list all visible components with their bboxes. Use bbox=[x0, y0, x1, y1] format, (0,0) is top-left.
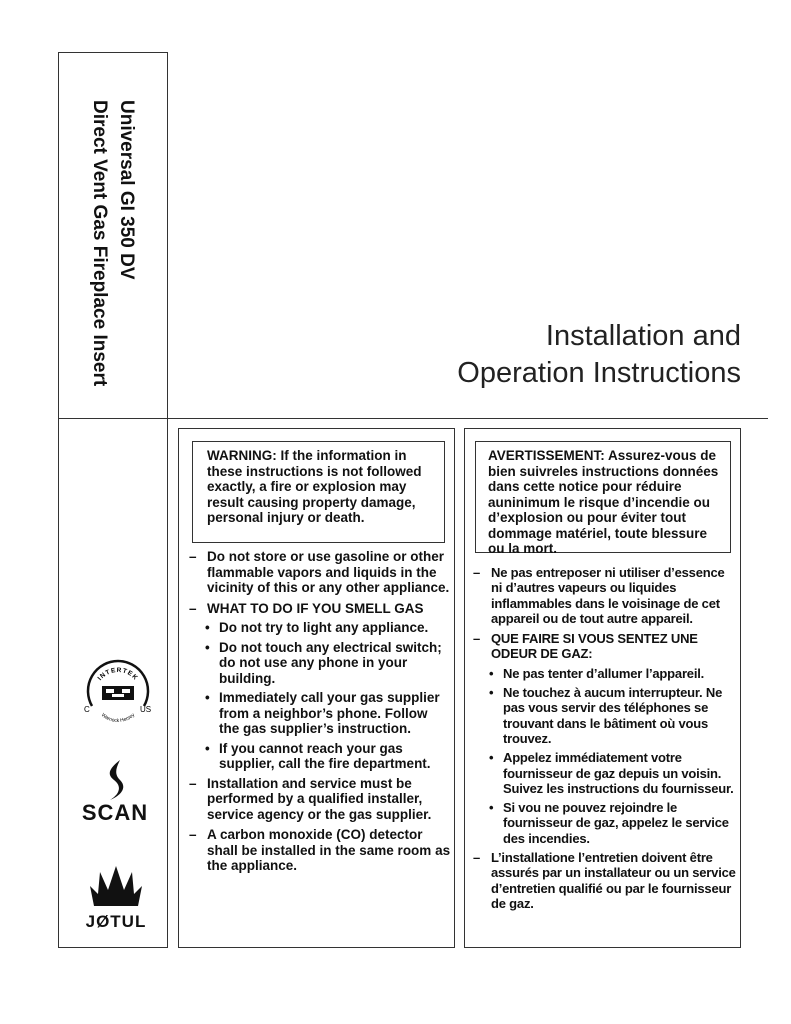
sub-list-item: • Ne pas tenter d’allumer l’appareil. bbox=[489, 665, 705, 681]
sub-list-item: • Immediately call your gas supplier from a neighbor’s phone. Follow the gas supplier’s instruction. bbox=[205, 690, 440, 736]
list-item: – Do not store or use gasoline or other flammable vapors and liquids in the vicinity of this or any other appliance. bbox=[189, 549, 450, 595]
product-title-vertical bbox=[80, 100, 140, 390]
svg-text:INTERTEK bbox=[97, 667, 140, 682]
intertek-us-label: US bbox=[140, 705, 152, 714]
sub-list-item: • If you cannot reach your gas supplier, call the fire department. bbox=[205, 740, 431, 771]
list-item: – A carbon monoxide (CO) detector shall be installed in the same room as the appliance. bbox=[189, 827, 451, 873]
list-item: – Installation and service must be performed by a qualified installer, service agency or the gas supplier. bbox=[189, 775, 432, 822]
french-warning-box: AVERTISSEMENT: Assurez-vous de bien suivreles instructions données dans cette notice pour réduire auninimum le risque d’incendie ou d’explosion ou pour éviter tout dommage matériel, toute blessure ou la mort. bbox=[475, 441, 731, 553]
intertek-sub-text: Warnock Hersey bbox=[99, 712, 137, 725]
english-warning-box: WARNING: If the information in these instructions is not followed exactly, a fire or explosion may result causing property damage, personal injury or death. bbox=[192, 441, 445, 543]
sub-list-item: • Do not touch any electrical switch; do not use any phone in your building. bbox=[205, 639, 442, 686]
list-item: – L’installatione l’entretien doivent être assurés par un installateur ou un service d’entretien qualifié ou par le fournisseur de gaz. bbox=[473, 850, 736, 911]
scan-logo bbox=[80, 758, 150, 843]
page-title bbox=[457, 318, 741, 392]
flame-crown-icon bbox=[76, 862, 156, 910]
list-item: – QUE FAIRE SI VOUS SENTEZ UNE ODEUR DE GAZ: bbox=[473, 631, 698, 662]
sub-list-item: • Appelez immédiatement votre fournisseur de gaz depuis un voisin. Suivez les instructions du fournisseur. bbox=[489, 750, 734, 796]
list-item: – Ne pas entreposer ni utiliser d’essence ni d’autres vapeurs ou liquides inflammables dans le voisinage de cet appareil ou de tout autre appareil. bbox=[473, 565, 725, 626]
product-description: Direct Vent Gas Fireplace Insert bbox=[89, 100, 110, 387]
english-warning-column bbox=[178, 428, 455, 948]
intertek-ring-text: INTERTEK bbox=[96, 666, 140, 683]
english-instructions-list bbox=[189, 549, 451, 879]
flame-swirl-icon bbox=[80, 758, 150, 802]
title-line-1: Installation and bbox=[545, 320, 741, 352]
divider-line bbox=[168, 418, 768, 419]
list-item: – WHAT TO DO IF YOU SMELL GAS bbox=[189, 600, 424, 616]
product-name: Universal GI 350 DV bbox=[116, 100, 137, 280]
jotul-logo bbox=[76, 862, 156, 934]
sub-list-item: • Ne touchez à aucum interrupteur. Ne pas vous servir des téléphones se trouvant dans le bâtiment où vous trouvez. bbox=[489, 685, 723, 746]
french-instructions-list bbox=[473, 565, 738, 916]
sub-list-item: • Si vou ne pouvez rejoindre le fournisseur de gaz, appelez le service des incendies. bbox=[489, 800, 729, 846]
scan-wordmark: SCAN bbox=[81, 800, 149, 825]
jotul-wordmark: JØTUL bbox=[85, 912, 147, 931]
french-warning-column bbox=[464, 428, 741, 948]
intertek-c-label: C bbox=[84, 705, 90, 714]
title-line-2: Operation Instructions bbox=[457, 357, 741, 389]
svg-text:Warnock Hersey bbox=[100, 712, 136, 724]
sub-list-item: • Do not try to light any appliance. bbox=[205, 620, 429, 635]
intertek-certification-logo bbox=[78, 654, 158, 734]
